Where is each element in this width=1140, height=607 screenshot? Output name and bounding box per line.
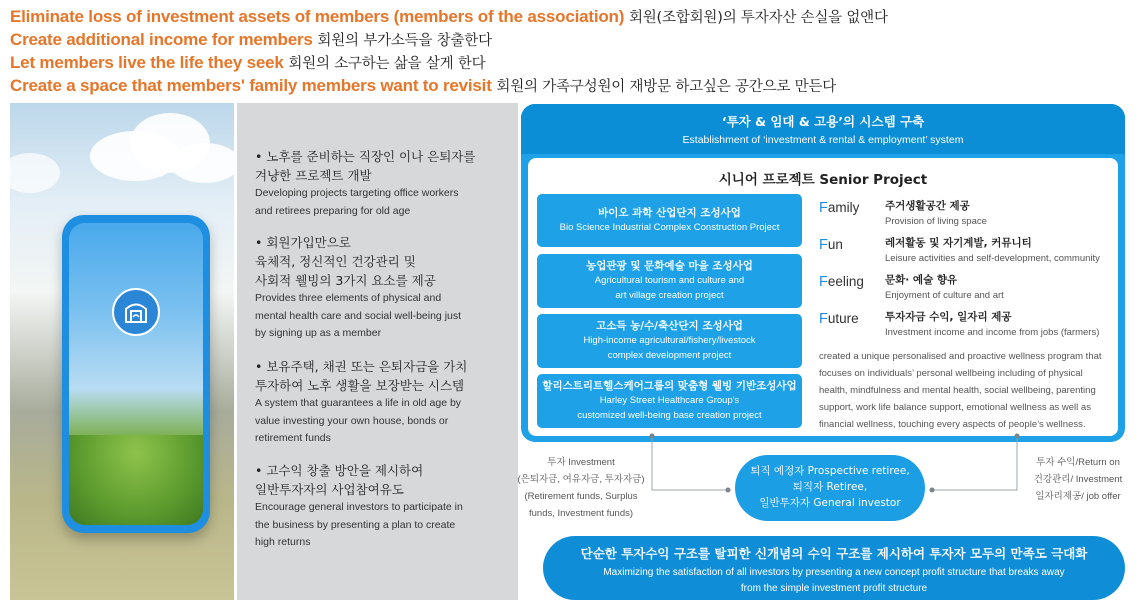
benefit-ko: • 고수익 창출 방안을 제시하여 일반투자자의 사업참여유도: [255, 463, 424, 497]
project-en: Agricultural tourism and culture and art village creation project: [594, 275, 745, 301]
headline-ko: 회원의 부가소득을 창출한다: [317, 33, 492, 49]
f-ko: 투자자금 수익, 일자리 제공: [885, 311, 1012, 323]
project-ko: 고소득 농/수/축산단지 조성사업: [596, 320, 743, 332]
f-rest: uture: [827, 311, 859, 326]
headline-ko: 회원의 소구하는 삶을 살게 한다: [288, 56, 486, 72]
benefit-en: A system that guarantees a life in old age by value investing your own house, bonds or retirement funds: [255, 397, 462, 444]
benefit-en: Developing projects targeting office workers and retirees preparing for old age: [255, 187, 459, 217]
senior-project-title: 시니어 프로젝트 Senior Project: [718, 172, 928, 188]
headline-en: Create additional income for members: [10, 30, 313, 49]
benefit-en: Provides three elements of physical and mental health care and social well-being just by signing up as a member: [255, 292, 462, 339]
f-ko: 레저활동 및 자기계발, 커뮤니티: [885, 237, 1032, 249]
headline-en: Create a space that members' family members want to revisit: [10, 76, 492, 95]
f-rest: eeling: [827, 274, 864, 289]
headline-ko: 회원의 가족구성원이 재방문 하고싶은 공간으로 만든다: [496, 79, 837, 95]
summary-banner: [543, 536, 1125, 600]
f-en: Investment income and income from jobs (farmers): [885, 327, 1100, 338]
project-ko: 할리스트리트헬스케어그룹의 맞춤형 웰빙 기반조성사업: [542, 380, 797, 392]
project-en: High-income agricultural/fishery/livestock complex development project: [583, 335, 756, 361]
headline-en: Let members live the life they seek: [10, 53, 284, 72]
summary-en: Maximizing the satisfaction of all investors by presenting a new concept profit structure that breaks away from the simple investment profit structure: [603, 567, 1065, 594]
f-rest: un: [827, 237, 843, 252]
f-initial: F: [819, 274, 828, 290]
f-ko: 주거생활공간 제공: [885, 200, 970, 212]
f-rest: amily: [827, 200, 860, 215]
return-label: 투자 수익/Return on 건강관리/ Investment 일자리제공/ job offer: [1033, 457, 1123, 502]
project-en: Harley Street Healthcare Group's customized well-being base creation project: [577, 395, 762, 421]
f-en: Enjoyment of culture and art: [885, 290, 1004, 301]
system-title-ko: ‘투자 & 임대 & 고용’의 시스템 구축: [721, 114, 925, 129]
f-en: Provision of living space: [885, 216, 987, 227]
f-initial: F: [819, 237, 828, 253]
headline-en: Eliminate loss of investment assets of members (members of the association): [10, 7, 625, 26]
f-en: Leisure activities and self-development, community: [885, 253, 1100, 264]
f-ko: 문화· 예술 향유: [885, 274, 958, 286]
system-title-en: Establishment of ‘investment & rental & employment’ system: [682, 134, 964, 146]
project-ko: 바이오 과학 산업단지 조성사업: [598, 207, 741, 219]
benefit-ko: • 보유주택, 채권 또는 은퇴자금을 가치 투자하여 노후 생활을 보장받는 시스템: [255, 359, 468, 393]
headline-ko: 회원(조합회원)의 투자자산 손실을 없앤다: [628, 10, 888, 26]
benefit-ko: • 노후를 준비하는 직장인 이나 은퇴자를 겨냥한 프로젝트 개발: [255, 149, 476, 183]
benefit-en: Encourage general investors to participate in the business by presenting a plan to create high returns: [255, 501, 463, 548]
f-initial: F: [819, 200, 828, 216]
benefit-ko: • 회원가입만으로 육체적, 정신적인 건강관리 및 사회적 웰빙의 3가지 요소를 제공: [255, 235, 436, 288]
investment-label: 투자 Investment (은퇴자금, 여유자금, 투자자금) (Retirement funds, Surplus funds, Investment funds): [517, 457, 645, 519]
f-initial: F: [819, 311, 828, 327]
project-ko: 농업관광 및 문화예술 마을 조성사업: [586, 260, 753, 272]
summary-ko: 단순한 투자수익 구조를 탈피한 신개념의 수익 구조를 제시하여 투자자 모두의 만족도 극대화: [580, 546, 1088, 561]
wellness-description: created a unique personalised and proactive wellness program that focuses on individuals’ personal wellbeing including of physical health, mindfulness and mental health, social wellbeing, parenting support, work life balance support, emotional wellness as well as financial wellness, touching every aspects of people’s wellness.: [819, 351, 1102, 430]
investor-types-pill: 퇴직 예정자 Prospective retiree, 퇴직자 Retiree, 일반투자자 General investor: [735, 455, 925, 521]
project-en: Bio Science Industrial Complex Construction Project: [559, 222, 780, 233]
